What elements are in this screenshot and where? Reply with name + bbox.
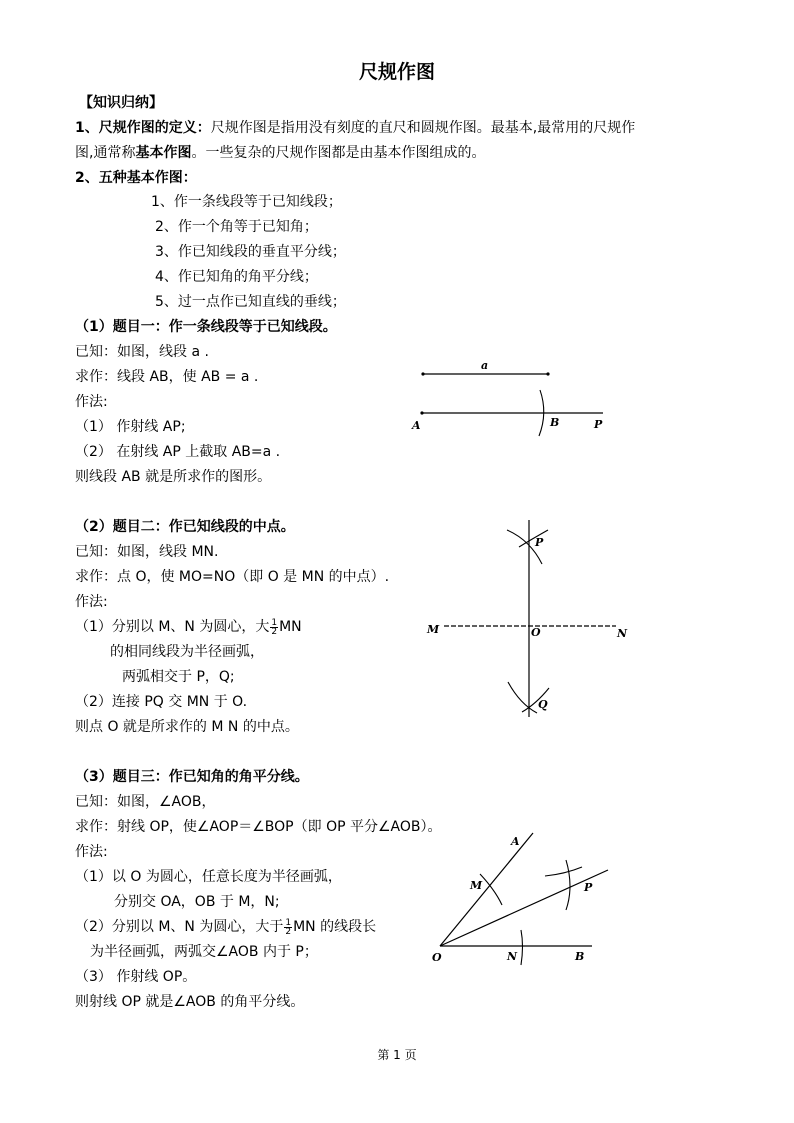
basic-item: 3、作已知线段的垂直平分线； — [155, 244, 346, 260]
problem2-line: 作法: — [75, 594, 108, 610]
problem3-line: （3） 作射线 OP。 — [75, 969, 197, 985]
fraction-numerator: 1 — [285, 917, 292, 928]
problem3-line: 分别交 OA，OB 于 M，N; — [114, 894, 280, 910]
problem3-step2-text: （2）分别以 M、N 为圆心，大于 — [75, 919, 284, 935]
label-a: a — [481, 359, 489, 372]
problem2-line: （2）连接 PQ 交 MN 于 O. — [75, 694, 248, 710]
label-N: N — [507, 950, 518, 963]
label-Q: Q — [538, 698, 548, 711]
problem3-line: （1）以 O 为圆心，任意长度为半径画弧， — [75, 869, 342, 885]
label-B: B — [550, 416, 560, 429]
basic-item: 1、作一条线段等于已知线段； — [151, 194, 342, 210]
problem3-line: 求作：射线 OP，使∠AOP＝∠BOP（即 OP 平分∠AOB）。 — [75, 819, 442, 835]
label-M: M — [470, 879, 483, 892]
basic-item: 2、作一个角等于已知角； — [155, 219, 318, 235]
problem3-conclusion: 则射线 OP 就是∠AOB 的角平分线。 — [75, 994, 305, 1010]
label-O: O — [531, 626, 541, 639]
definition-text-2a: 图,通常称 — [75, 145, 136, 161]
label-P: P — [584, 881, 593, 894]
label-A: A — [412, 419, 421, 432]
basic-heading: 2、五种基本作图： — [75, 170, 197, 186]
problem1-line: 求作：线段 AB，使 AB = a . — [75, 369, 259, 385]
problem1-line: （1） 作射线 AP; — [75, 419, 186, 435]
ray-oa — [440, 833, 533, 946]
label-B: B — [575, 950, 585, 963]
label-P: P — [594, 418, 603, 431]
problem3-line: 为半径画弧，两弧交∠AOB 内于 P； — [90, 944, 318, 960]
compass-arc — [545, 867, 582, 876]
basic-item: 4、作已知角的角平分线； — [155, 269, 318, 285]
page-footer: 第 1 页 — [377, 1048, 417, 1062]
compass-arc — [566, 860, 570, 910]
section-header: 【知识归纳】 — [79, 95, 163, 111]
label-M: M — [427, 623, 440, 636]
definition-bold-term: 基本作图 — [135, 145, 192, 161]
problem1-heading: （1）题目一：作一条线段等于已知线段。 — [75, 319, 337, 335]
problem3-line: 已知：如图，∠AOB， — [75, 794, 216, 810]
problem2-step1-text: （1）分别以 M、N 为圆心，大 — [75, 619, 270, 635]
definition-text-2b: 。一些复杂的尺规作图都是由基本作图组成的。 — [191, 145, 486, 161]
problem1-line: （2） 在射线 AP 上截取 AB=a . — [75, 444, 281, 460]
label-A: A — [511, 835, 520, 848]
compass-arc — [521, 930, 523, 965]
fraction-denominator: 2 — [285, 926, 292, 937]
problem3-step2-mn: MN 的线段长 — [293, 919, 377, 935]
label-P: P — [535, 536, 544, 549]
definition-lead: 1、尺规作图的定义： — [75, 120, 211, 136]
compass-arc — [480, 874, 502, 905]
problem2-line: 已知：如图，线段 MN. — [75, 544, 219, 560]
fraction-denominator: 2 — [271, 626, 278, 637]
problem2-heading: （2）题目二：作已知线段的中点。 — [75, 519, 295, 535]
label-N: N — [617, 627, 628, 640]
problem1-line: 则线段 AB 就是所求作的图形。 — [75, 469, 272, 485]
problem2-conclusion: 则点 O 就是所求作的 M N 的中点。 — [75, 719, 299, 735]
problem1-line: 已知：如图，线段 a . — [75, 344, 209, 360]
ray-op — [440, 870, 608, 946]
definition-text-1: 尺规作图是指用没有刻度的直尺和圆规作图。最基本,最常用的尺规作 — [210, 120, 636, 136]
problem2-line: 两弧相交于 P，Q; — [122, 669, 235, 685]
problem2-line: 求作：点 O，使 MO=NO（即 O 是 MN 的中点）. — [75, 569, 390, 585]
problem2-step1-mn: MN — [279, 619, 302, 635]
problem3-line: 作法: — [75, 844, 108, 860]
problem1-line: 作法: — [75, 394, 108, 410]
basic-item: 5、过一点作已知直线的垂线； — [155, 294, 346, 310]
label-O: O — [432, 951, 442, 964]
page-title: 尺规作图 — [358, 61, 435, 83]
problem2-line: 的相同线段为半径画弧， — [110, 644, 264, 660]
fraction-numerator: 1 — [271, 617, 278, 628]
problem3-heading: （3）题目三：作已知角的角平分线。 — [75, 769, 309, 785]
